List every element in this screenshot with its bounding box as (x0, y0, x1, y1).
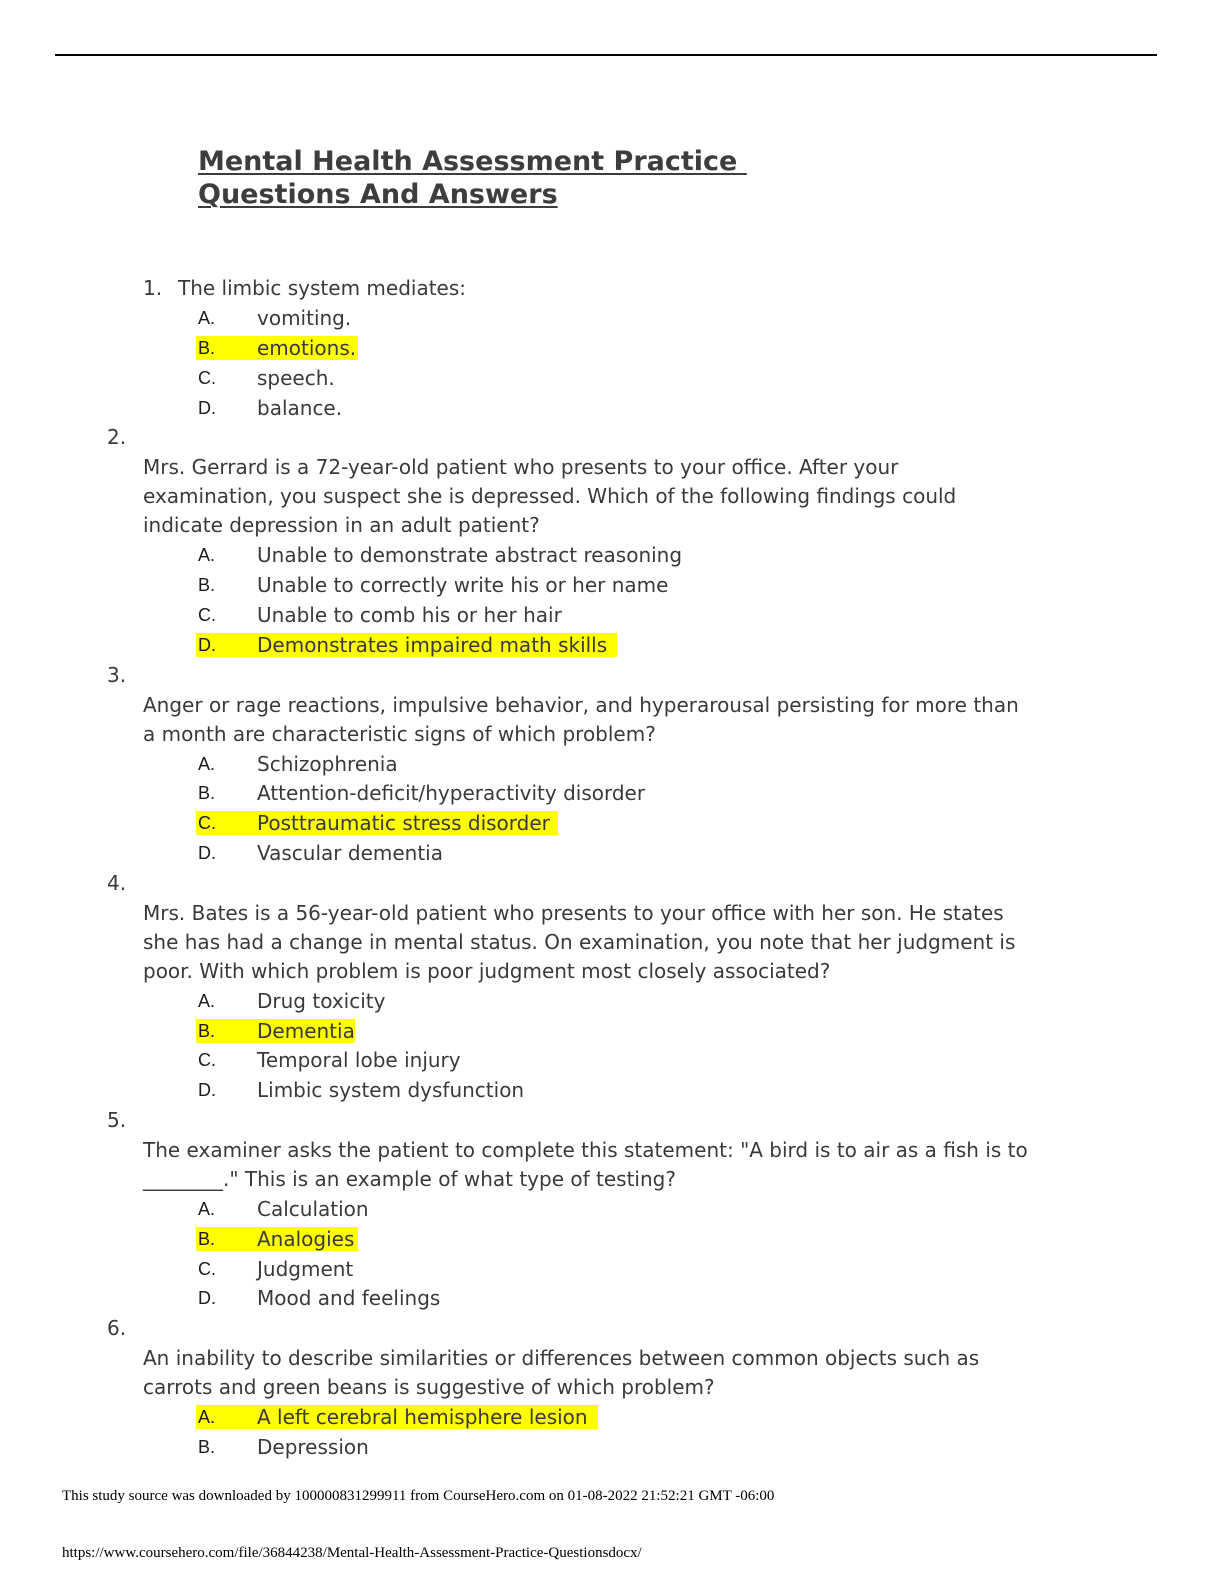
option-letter: C. (198, 368, 216, 388)
option-text: Unable to demonstrate abstract reasoning (257, 543, 683, 567)
option-text: Unable to comb his or her hair (257, 603, 562, 627)
question-text: Mrs. Bates is a 56-year-old patient who presents to your office with her son. He states (143, 901, 1004, 925)
option-text-correct: A left cerebral hemisphere lesion (257, 1405, 588, 1429)
option-letter: A. (198, 754, 216, 774)
option-letter: A. (198, 1407, 216, 1427)
option-letter: C. (198, 605, 216, 625)
option-letter: C. (198, 1259, 216, 1279)
question-text: The examiner asks the patient to complete this statement: "A bird is to air as a fish is to (143, 1138, 1028, 1162)
option-letter: B. (198, 1021, 216, 1041)
question-text: An inability to describe similarities or differences between common objects such as (143, 1346, 980, 1370)
question-text: she has had a change in mental status. On examination, you note that her judgment is (143, 930, 1016, 954)
option-text-correct: Demonstrates impaired math skills (257, 633, 608, 657)
option-text: Calculation (257, 1197, 369, 1221)
option-text-correct: Dementia (257, 1019, 355, 1043)
option-text-correct: emotions. (257, 336, 357, 360)
option-text-correct: Analogies (257, 1227, 355, 1251)
option-letter: B. (198, 1229, 216, 1249)
option-text: Temporal lobe injury (257, 1048, 461, 1072)
question-text: examination, you suspect she is depressed. Which of the following findings could (143, 484, 957, 508)
option-letter: D. (198, 398, 216, 418)
question-number: 3. (107, 663, 127, 687)
question-number: 1. (143, 276, 163, 300)
source-url[interactable]: https://www.coursehero.com/file/36844238/Mental-Health-Assessment-Practice-Questionsdocx/ (62, 1545, 642, 1561)
option-text: balance. (257, 396, 343, 420)
question-text: Mrs. Gerrard is a 72-year-old patient who presents to your office. After your (143, 455, 899, 479)
option-letter: A. (198, 1199, 216, 1219)
question-text: The limbic system mediates: (178, 276, 467, 300)
question-text: indicate depression in an adult patient? (143, 513, 540, 537)
question-number: 4. (107, 871, 127, 895)
option-letter: C. (198, 1050, 216, 1070)
option-text: speech. (257, 366, 335, 390)
question-number: 6. (107, 1316, 127, 1340)
option-text: Judgment (257, 1257, 354, 1281)
question-text: ________." This is an example of what type of testing? (143, 1167, 676, 1191)
option-letter: D. (198, 1080, 216, 1100)
question-number: 5. (107, 1108, 127, 1132)
option-text: Attention-deficit/hyperactivity disorder (257, 781, 646, 805)
option-text-correct: Posttraumatic stress disorder (257, 811, 550, 835)
option-letter: B. (198, 1437, 216, 1457)
option-letter: C. (198, 813, 216, 833)
option-letter: D. (198, 635, 216, 655)
title-line-2: Questions And Answers (198, 179, 558, 210)
option-letter: D. (198, 1288, 216, 1308)
option-letter: B. (198, 338, 216, 358)
option-letter: A. (198, 991, 216, 1011)
page-title (198, 145, 747, 211)
option-text: Drug toxicity (257, 989, 386, 1013)
option-text: vomiting. (257, 306, 352, 330)
option-letter: A. (198, 308, 216, 328)
option-text: Unable to correctly write his or her name (257, 573, 669, 597)
option-text: Schizophrenia (257, 752, 398, 776)
question-text: carrots and green beans is suggestive of which problem? (143, 1375, 715, 1399)
option-text: Depression (257, 1435, 369, 1459)
option-text: Vascular dementia (257, 841, 443, 865)
option-letter: D. (198, 843, 216, 863)
top-rule (55, 54, 1157, 56)
download-source-notice: This study source was downloaded by 100000831299911 from CourseHero.com on 01-08-2022 21:52:21 GMT -06:00 (62, 1488, 775, 1504)
option-text: Limbic system dysfunction (257, 1078, 525, 1102)
question-number: 2. (107, 425, 127, 449)
question-text: poor. With which problem is poor judgment most closely associated? (143, 959, 831, 983)
option-letter: B. (198, 783, 216, 803)
title-line-1: Mental Health Assessment Practice (198, 146, 738, 177)
question-text: a month are characteristic signs of which problem? (143, 722, 656, 746)
question-text: Anger or rage reactions, impulsive behavior, and hyperarousal persisting for more than (143, 693, 1019, 717)
option-letter: A. (198, 545, 216, 565)
option-text: Mood and feelings (257, 1286, 441, 1310)
option-letter: B. (198, 575, 216, 595)
